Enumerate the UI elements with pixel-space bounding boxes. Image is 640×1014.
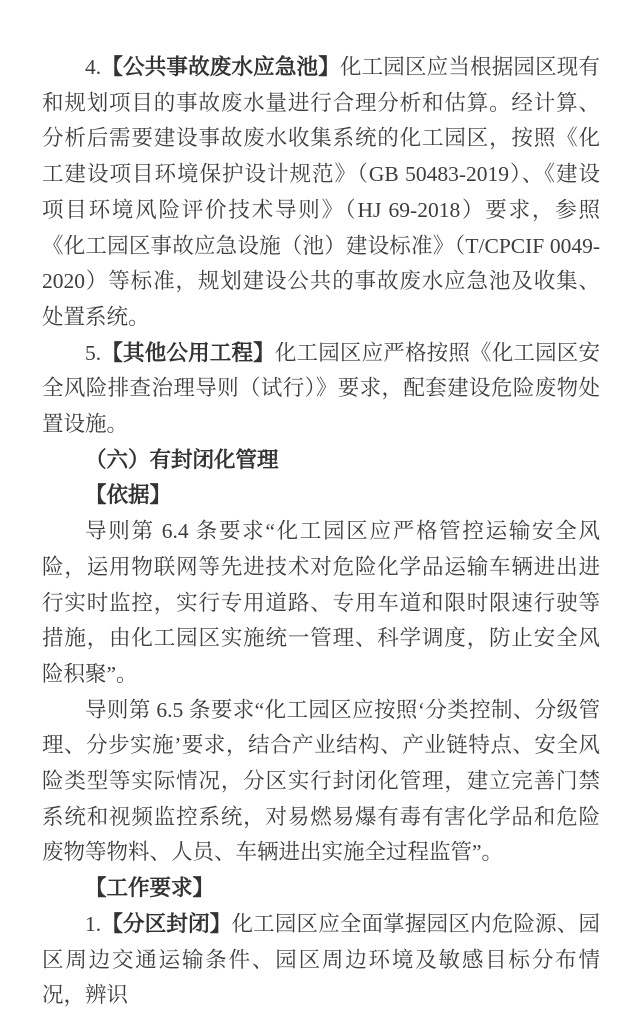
paragraph-other-public-works <box>42 336 600 443</box>
subsection-heading-work-requirements: 【工作要求】 <box>85 876 215 901</box>
paragraph-body-text: 化工园区应严格按照《化工园区安全风险排查治理导则（试行）》要求，配套建设危险废物处置设施。 <box>42 340 600 437</box>
paragraph-body-text: 化工园区应全面掌握园区内危险源、园区周边交通运输条件、园区周边环境及敏感目标分布情况，辨识 <box>42 911 600 1008</box>
paragraph-number: 1. <box>85 911 102 936</box>
paragraph-zoned-closure <box>42 907 600 1014</box>
paragraph-body-text: 化工园区应当根据园区现有和规划项目的事故废水量进行合理分析和估算。经计算、分析后需要建设事故废水收集系统的化工园区，按照《化工建设项目环境保护设计规范》（GB 50483-2019）、《建设项目环境风险评价技术导则》（HJ 69-2018）要求，参照《化工园区事故应急设施（池）建设标准》（T/CPCIF 0049-2020）等标准，规划建设公共的事故废水应急池及收集、处置系统。 <box>42 55 600 329</box>
paragraph-number: 4. <box>85 55 102 79</box>
paragraph-public-accident-wastewater-pool <box>42 50 600 336</box>
paragraph-number: 5. <box>85 340 102 365</box>
paragraph-guideline-6-5: 导则第 6.5 条要求“化工园区应按照‘分类控制、分级管理、分步实施’要求，结合产业结构、产业链特点、安全风险类型等实际情况，分区实行封闭化管理，建立完善门禁系统和视频监控系统，对易燃易爆有毒有害化学品和危险废物等物料、人员、车辆进出实施全过程监管”。 <box>42 697 600 865</box>
section-heading-closed-management: （六）有封闭化管理 <box>85 447 279 472</box>
paragraph-bold-label: 【公共事故废水应急池】 <box>101 55 340 79</box>
paragraph-bold-label: 【其他公用工程】 <box>101 340 275 365</box>
subsection-heading-basis: 【依据】 <box>85 483 172 508</box>
paragraph-guideline-6-4: 导则第 6.4 条要求“化工园区应严格管控运输安全风险，运用物联网等先进技术对危险化学品运输车辆进出进行实时监控，实行专用道路、专用车道和限时限速行驶等措施，由化工园区实施统一管理、科学调度，防止安全风险积聚”。 <box>42 519 600 686</box>
paragraph-bold-label: 【分区封闭】 <box>101 911 232 936</box>
